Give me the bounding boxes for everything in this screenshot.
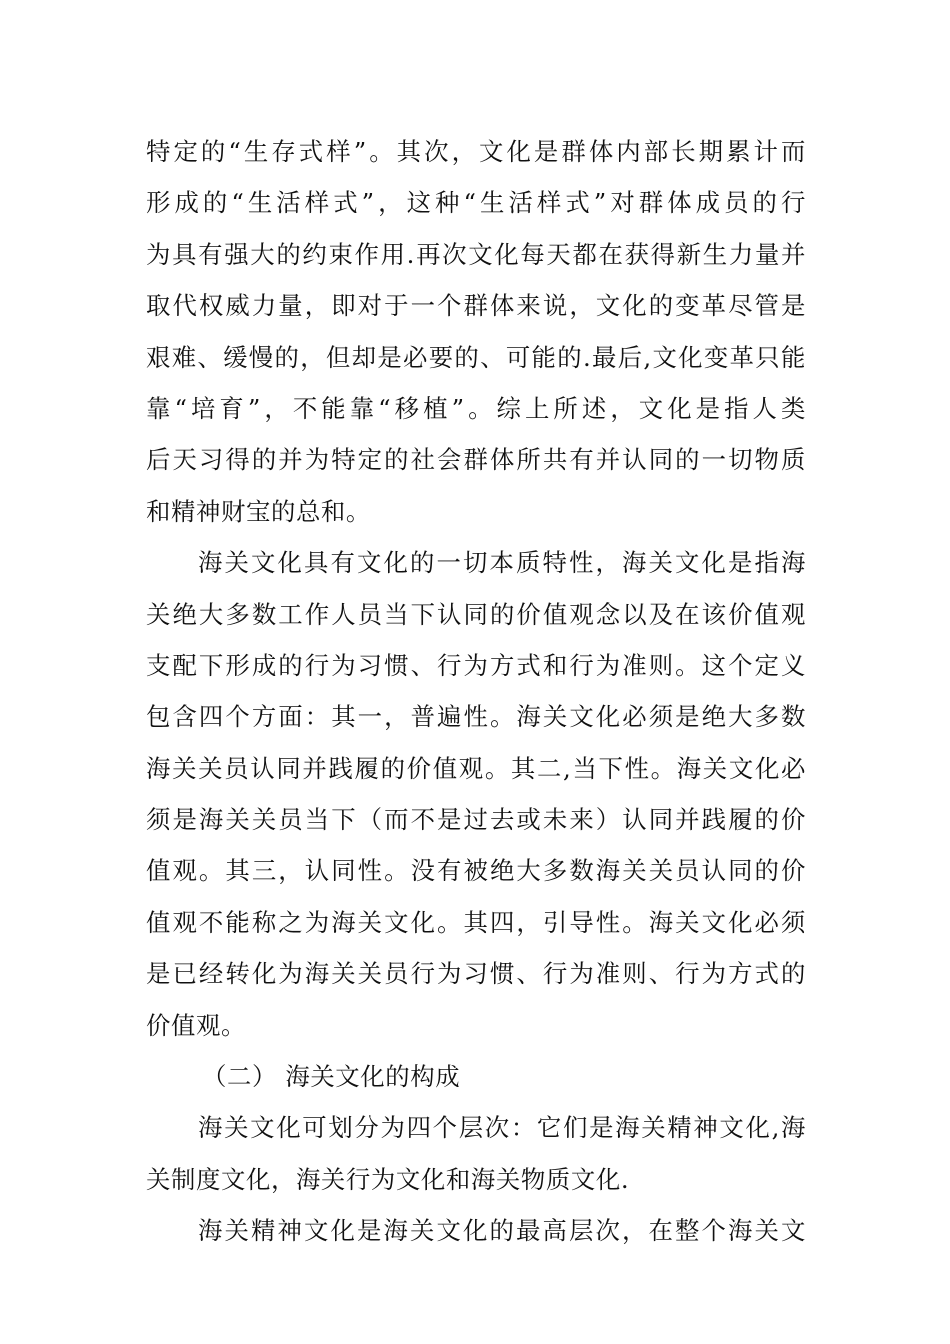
text-line: 和精神财宝的总和。 [146, 496, 371, 526]
text-line: 支配下形成的行为习惯、行为方式和行为准则。这个定义 [146, 650, 806, 680]
text-line: 价值观。 [146, 1010, 246, 1040]
section-heading: （二） 海关文化的构成 [202, 1062, 461, 1092]
paragraph-first-line: 海关精神文化是海关文化的最高层次，在整个海关文 [198, 1216, 806, 1246]
text-line: 靠“培育”，不能靠“移植”。综上所述，文化是指人类 [146, 393, 806, 423]
paragraph-first-line: 海关文化可划分为四个层次：它们是海关精神文化,海 [198, 1113, 806, 1143]
text-line: 后天习得的并为特定的社会群体所共有并认同的一切物质 [146, 445, 806, 475]
text-line: 包含四个方面：其一，普遍性。海关文化必须是绝大多数 [146, 702, 806, 732]
document-page [146, 126, 806, 1257]
text-line: 须是海关关员当下（而不是过去或未来）认同并践履的价 [146, 805, 806, 835]
text-line: 艰难、缓慢的，但却是必要的、可能的.最后,文化变革只能 [146, 342, 806, 372]
text-line: 是已经转化为海关关员行为习惯、行为准则、行为方式的 [146, 959, 806, 989]
text-line: 形成的“生活样式”，这种“生活样式”对群体成员的行 [146, 188, 806, 218]
text-line: 为具有强大的约束作用.再次文化每天都在获得新生力量并 [146, 239, 806, 269]
text-line: 关绝大多数工作人员当下认同的价值观念以及在该价值观 [146, 599, 806, 629]
text-line: 关制度文化，海关行为文化和海关物质文化. [146, 1164, 630, 1194]
paragraph-first-line: 海关文化具有文化的一切本质特性，海关文化是指海 [198, 548, 806, 578]
text-line: 取代权威力量，即对于一个群体来说，文化的变革尽管是 [146, 291, 806, 321]
text-line: 值观不能称之为海关文化。其四，引导性。海关文化必须 [146, 907, 806, 937]
text-line: 海关关员认同并践履的价值观。其二,当下性。海关文化必 [146, 753, 806, 783]
text-line: 值观。其三，认同性。没有被绝大多数海关关员认同的价 [146, 856, 806, 886]
text-line: 特定的“生存式样”。其次，文化是群体内部长期累计而 [146, 137, 806, 166]
